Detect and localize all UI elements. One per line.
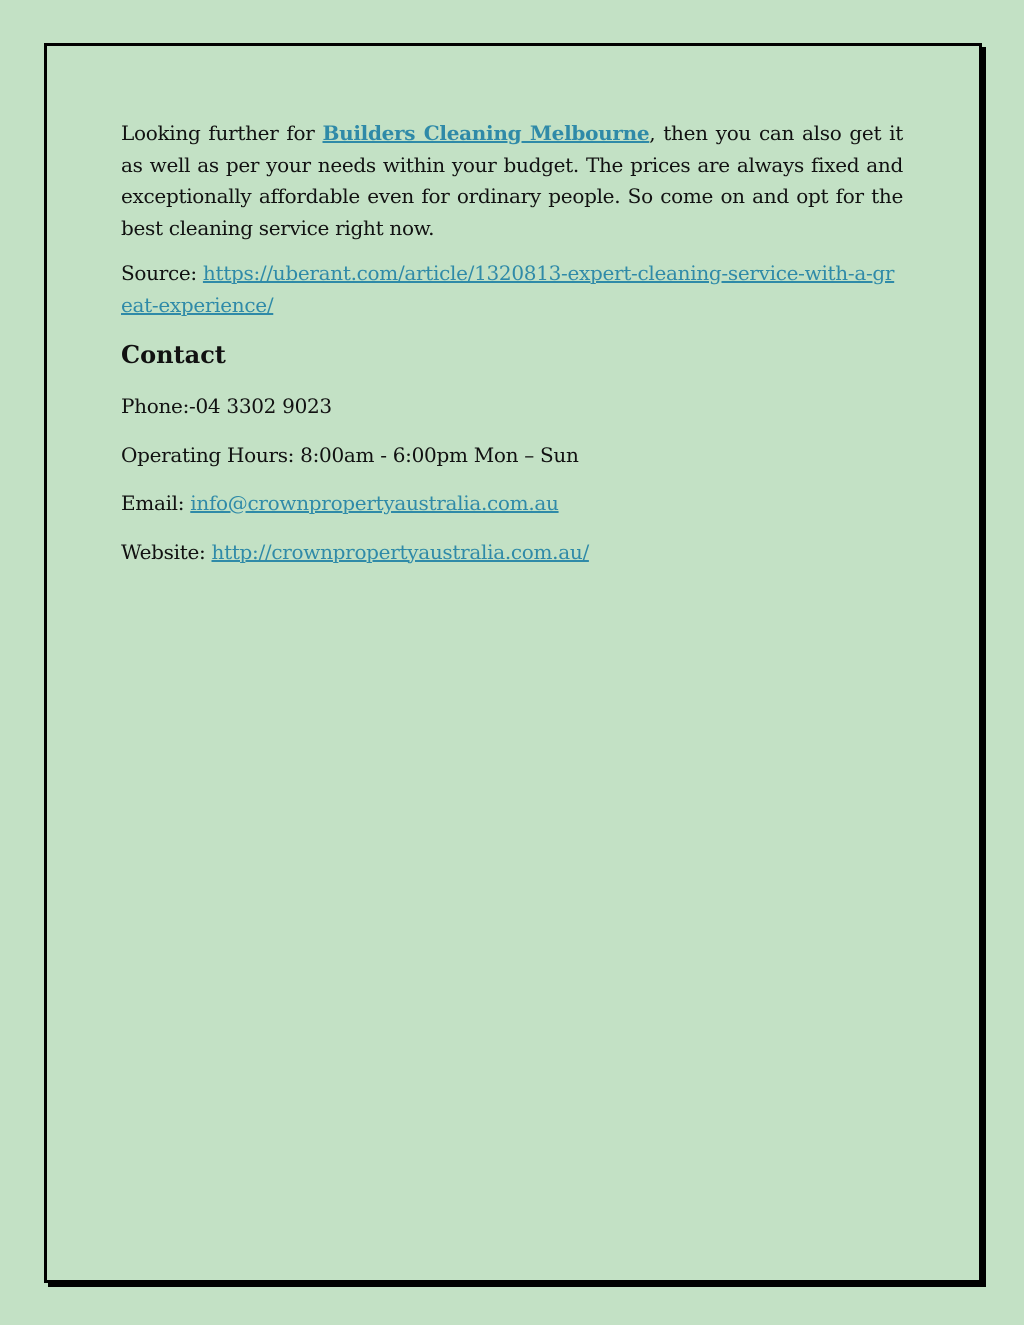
website-link[interactable]: http://crownpropertyaustralia.com.au/ <box>211 539 589 564</box>
source-line <box>121 258 903 321</box>
email-line <box>121 488 903 520</box>
phone-line: Phone:-04 3302 9023 <box>121 394 332 418</box>
intro-paragraph <box>121 118 903 244</box>
hours-line: Operating Hours: 8:00am - 6:00pm Mon – Sun <box>121 442 579 467</box>
website-line <box>121 537 903 569</box>
email-link[interactable]: info@crownpropertyaustralia.com.au <box>190 491 559 515</box>
website-label: Website: <box>121 539 212 564</box>
source-url-link[interactable]: https://uberant.com/article/1320813-expert-cleaning-service-with-a-great-experience/ <box>121 261 895 317</box>
source-label: Source: <box>121 261 203 285</box>
builders-cleaning-link[interactable]: Builders Cleaning Melbourne <box>322 121 650 145</box>
email-label: Email: <box>121 491 191 515</box>
intro-prefix: Looking further for <box>121 121 323 145</box>
contact-heading: Contact <box>121 340 226 369</box>
intro-suffix: , then you can also get it as well as per your needs within your budget. The prices are always fixed and exceptionally affordable even for ordinary people. So come on and opt for the best cleaning service right now. <box>121 121 903 240</box>
document-body <box>121 118 903 585</box>
